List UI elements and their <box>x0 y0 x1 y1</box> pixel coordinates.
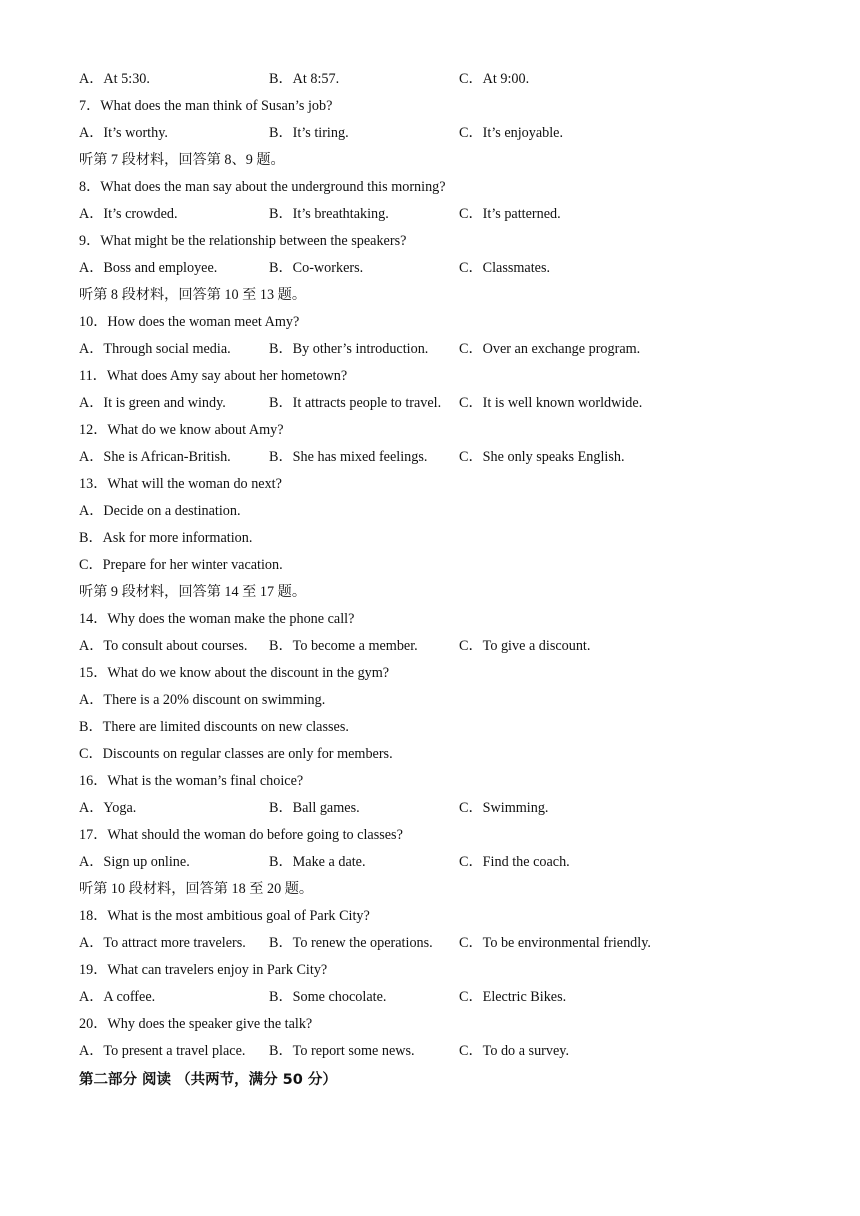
answer-options-row <box>79 930 799 957</box>
option-b: B．It attracts people to travel. <box>269 395 442 411</box>
answer-options-row <box>79 444 799 471</box>
answer-options-row <box>79 849 799 876</box>
option-a: A．It is green and windy. <box>79 395 226 411</box>
answer-options-row <box>79 984 799 1011</box>
listening-instruction: 听第 10 段材料，回答第 18 至 20 题。 <box>79 881 314 897</box>
option-b: B．To become a member. <box>269 638 418 654</box>
option-c: C．To do a survey. <box>459 1043 569 1059</box>
question-text: C．Discounts on regular classes are only for members. <box>79 746 393 762</box>
question-text: B．Ask for more information. <box>79 530 253 546</box>
answer-options-row <box>79 201 799 228</box>
option-a: A．Sign up online. <box>79 854 190 870</box>
question-text: B．There are limited discounts on new classes. <box>79 719 349 735</box>
option-a: A．She is African-British. <box>79 449 231 465</box>
answer-options-row <box>79 390 799 417</box>
question-text: 15．What do we know about the discount in the gym? <box>79 665 390 681</box>
question-text: 19．What can travelers enjoy in Park City? <box>79 962 328 978</box>
question-text: 11．What does Amy say about her hometown? <box>79 368 348 384</box>
question-text: A．Decide on a destination. <box>79 503 241 519</box>
section-heading: 第二部分 阅读 （共两节，满分 50 分） <box>79 1072 337 1088</box>
option-b: B．Some chocolate. <box>269 989 387 1005</box>
option-c: C．Over an exchange program. <box>459 341 641 357</box>
option-c: C．Electric Bikes. <box>459 989 567 1005</box>
question-text: A．There is a 20% discount on swimming. <box>79 692 326 708</box>
option-c: C．It is well known worldwide. <box>459 395 643 411</box>
question-text: 9．What might be the relationship between the speakers? <box>79 233 407 249</box>
exam-page <box>79 66 799 1095</box>
question-text: 10．How does the woman meet Amy? <box>79 314 300 330</box>
option-a: A．It’s crowded. <box>79 206 178 222</box>
answer-options-row <box>79 255 799 282</box>
option-b: B．Ball games. <box>269 800 360 816</box>
question-text: 20．Why does the speaker give the talk? <box>79 1016 313 1032</box>
answer-options-row <box>79 66 799 93</box>
question-text: 16．What is the woman’s final choice? <box>79 773 304 789</box>
option-c: C．To be environmental friendly. <box>459 935 651 951</box>
question-text: 8．What does the man say about the underground this morning? <box>79 179 446 195</box>
question-text: 18．What is the most ambitious goal of Park City? <box>79 908 370 924</box>
option-a: A．At 5:30. <box>79 71 150 87</box>
question-text: 7．What does the man think of Susan’s job? <box>79 98 333 114</box>
answer-options-row <box>79 633 799 660</box>
option-c: C．She only speaks English. <box>459 449 625 465</box>
option-c: C．At 9:00. <box>459 71 530 87</box>
option-b: B．By other’s introduction. <box>269 341 429 357</box>
option-c: C．Find the coach. <box>459 854 570 870</box>
answer-options-row <box>79 1038 799 1065</box>
listening-instruction: 听第 9 段材料，回答第 14 至 17 题。 <box>79 584 307 600</box>
option-c: C．Classmates. <box>459 260 551 276</box>
listening-instruction: 听第 7 段材料，回答第 8、9 题。 <box>79 152 285 168</box>
listening-instruction: 听第 8 段材料，回答第 10 至 13 题。 <box>79 287 307 303</box>
option-b: B．To report some news. <box>269 1043 415 1059</box>
question-text: C．Prepare for her winter vacation. <box>79 557 283 573</box>
answer-options-row <box>79 795 799 822</box>
option-a: A．Yoga. <box>79 800 137 816</box>
answer-options-row <box>79 336 799 363</box>
option-b: B．At 8:57. <box>269 71 340 87</box>
option-a: A．To consult about courses. <box>79 638 248 654</box>
option-b: B．To renew the operations. <box>269 935 433 951</box>
option-a: A．Boss and employee. <box>79 260 218 276</box>
question-text: 17．What should the woman do before going to classes? <box>79 827 403 843</box>
option-a: A．To present a travel place. <box>79 1043 246 1059</box>
question-text: 12．What do we know about Amy? <box>79 422 284 438</box>
option-b: B．Make a date. <box>269 854 366 870</box>
option-c: C．Swimming. <box>459 800 549 816</box>
option-c: C．To give a discount. <box>459 638 591 654</box>
option-b: B．She has mixed feelings. <box>269 449 428 465</box>
option-b: B．It’s breathtaking. <box>269 206 389 222</box>
answer-options-row <box>79 120 799 147</box>
option-c: C．It’s enjoyable. <box>459 125 564 141</box>
option-a: A．Through social media. <box>79 341 231 357</box>
question-text: 14．Why does the woman make the phone call? <box>79 611 355 627</box>
question-text: 13．What will the woman do next? <box>79 476 282 492</box>
option-a: A．To attract more travelers. <box>79 935 246 951</box>
option-a: A．It’s worthy. <box>79 125 168 141</box>
option-b: B．It’s tiring. <box>269 125 349 141</box>
option-b: B．Co-workers. <box>269 260 364 276</box>
option-c: C．It’s patterned. <box>459 206 561 222</box>
option-a: A．A coffee. <box>79 989 156 1005</box>
